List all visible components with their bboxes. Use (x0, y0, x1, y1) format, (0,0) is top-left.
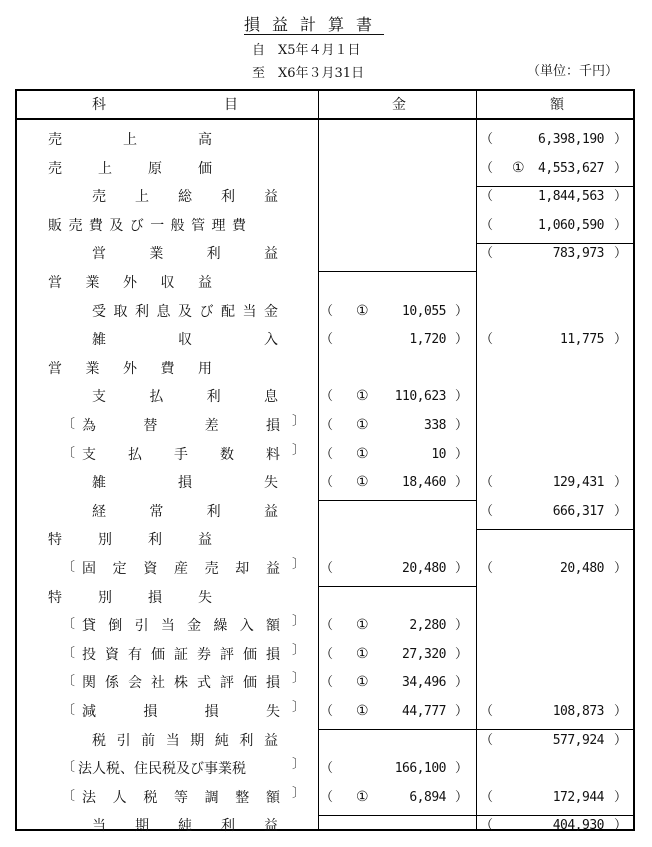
row-label (82, 648, 280, 662)
row-label-char: 損 (266, 675, 280, 691)
row-label-char: 売 (48, 161, 62, 177)
inner-paren-close: ） (455, 389, 469, 404)
row-label-char: 上 (135, 189, 149, 205)
row-label-char: 評 (220, 647, 234, 663)
outer-paren-open: （ (480, 132, 494, 147)
inner-total-rule (318, 271, 476, 272)
amount-total-rule (476, 729, 635, 730)
row-label (82, 676, 280, 690)
row-label-char: 券 (197, 647, 211, 663)
row-label-char: 引 (134, 618, 149, 634)
row-label-char: 引 (116, 733, 131, 749)
row-label-char: 特 (48, 590, 62, 606)
row-label-char: 営 (92, 246, 106, 262)
row-label-char: 益 (263, 246, 278, 262)
row-label-char: 及 (176, 761, 190, 777)
row-label (82, 791, 280, 805)
row-label-char: 払 (149, 389, 164, 405)
outer-paren-close: ） (614, 790, 628, 805)
amount-total-rule (476, 815, 635, 816)
row-label-char: 利 (135, 304, 149, 320)
row-label-char: 社 (151, 675, 165, 691)
row-label-char: 理 (211, 218, 226, 234)
row-label-char: 損 (148, 590, 162, 606)
row-label-char: 販 (48, 218, 62, 234)
row-label-char: 期 (190, 733, 205, 749)
row-label-char: 業 (149, 246, 164, 262)
row-label-char: 営 (48, 275, 62, 291)
row-label-char: 株 (174, 675, 188, 691)
inner-amount: 166,100 (394, 761, 446, 776)
inner-paren-close: ） (455, 704, 469, 719)
row-label-char: 雑 (92, 475, 106, 491)
row-label-char: 利 (206, 246, 221, 262)
row-label-char: 産 (173, 561, 188, 577)
row-label-char: 収 (178, 332, 192, 348)
row-label-char: 経 (92, 504, 106, 520)
outer-paren-close: ） (614, 246, 628, 261)
row-label-char: 外 (123, 275, 137, 291)
inner-marker: ① (356, 474, 369, 490)
outer-amount: 404,930 (552, 818, 604, 833)
row-label-char: 利 (148, 532, 162, 548)
inner-paren-open: （ (320, 389, 334, 404)
row-label-char: 式 (197, 675, 211, 691)
statement-title: 損益計算書 (244, 15, 385, 34)
row-label (48, 133, 212, 147)
row-label-char: 入 (239, 618, 254, 634)
inner-paren-open: （ (320, 304, 334, 319)
bracket-open: 〔 (62, 560, 76, 575)
outer-paren-close: ） (614, 733, 628, 748)
row-label-char: 費 (160, 361, 175, 377)
row-label-char: 税 (232, 761, 246, 777)
inner-amount: 44,777 (402, 704, 446, 719)
row-label-char: 費 (88, 218, 103, 234)
inner-total-rule (318, 500, 476, 501)
row-label-char: 及 (109, 218, 124, 234)
outer-amount: 577,924 (552, 733, 604, 748)
row-label-char: 利 (239, 733, 254, 749)
row-label-char: 外 (123, 361, 137, 377)
bracket-open: 〔 (62, 674, 76, 689)
outer-paren-open: （ (480, 332, 494, 347)
row-label (82, 562, 280, 576)
row-label-char: 資 (105, 647, 119, 663)
row-label (92, 476, 278, 490)
row-label-char: 価 (151, 647, 165, 663)
row-label-char: 上 (123, 132, 137, 148)
inner-paren-close: ） (455, 475, 469, 490)
row-label-char: 評 (220, 675, 234, 691)
row-label-char: 取 (113, 304, 128, 320)
outer-paren-open: （ (480, 704, 494, 719)
row-label-char: 常 (149, 504, 164, 520)
row-label-char: 失 (198, 590, 212, 606)
amount-total-rule (476, 529, 635, 530)
row-label-char: 価 (243, 675, 257, 691)
outer-amount: 6,398,190 (538, 132, 604, 147)
row-label (48, 162, 212, 176)
outer-paren-close: ） (614, 132, 628, 147)
row-label (92, 819, 278, 833)
row-label-char: 等 (173, 790, 188, 806)
outer-paren-close: ） (614, 161, 628, 176)
row-label-char: 上 (98, 161, 112, 177)
row-label-char: 関 (82, 675, 96, 691)
inner-paren-close: ） (455, 790, 469, 805)
outer-paren-open: （ (480, 475, 494, 490)
inner-marker: ① (356, 388, 369, 404)
inner-marker: ① (356, 617, 369, 633)
row-label-char: 事 (204, 761, 218, 777)
row-label-char: 整 (235, 790, 250, 806)
bracket-open: 〔 (62, 446, 76, 461)
outer-paren-open: （ (480, 189, 494, 204)
row-label-char: 一 (150, 218, 165, 234)
inner-paren-close: ） (455, 418, 469, 433)
row-label-char: 繰 (213, 618, 228, 634)
outer-amount: 666,317 (552, 504, 604, 519)
row-label-char: 業 (218, 761, 232, 777)
outer-paren-open: （ (480, 733, 494, 748)
period-to: 至 X6年３月31日 (252, 66, 365, 81)
outer-amount: 1,060,590 (538, 218, 604, 233)
row-label (92, 190, 278, 204)
row-label-char: 売 (204, 561, 219, 577)
row-label-char: 営 (48, 361, 62, 377)
inner-paren-close: ） (455, 304, 469, 319)
outer-paren-open: （ (480, 790, 494, 805)
row-label-char: 税 (106, 761, 120, 777)
row-label-char: 原 (148, 161, 162, 177)
row-label-char: 当 (160, 618, 175, 634)
header-amount-right: 額 (550, 97, 564, 113)
inner-paren-open: （ (320, 675, 334, 690)
row-label-char: 調 (204, 790, 219, 806)
row-label (92, 505, 278, 519)
outer-paren-open: （ (480, 818, 494, 833)
inner-marker: ① (356, 417, 369, 433)
row-label-char: 益 (265, 561, 280, 577)
row-label-char: 失 (265, 704, 280, 720)
row-label-char: 売 (48, 132, 62, 148)
inner-paren-open: （ (320, 475, 334, 490)
row-label (48, 362, 212, 376)
row-label-char: 、 (120, 761, 134, 777)
inner-amount: 10,055 (402, 304, 446, 319)
row-label-char: 利 (221, 818, 235, 834)
bracket-close: 〕 (292, 443, 306, 458)
bracket-open: 〔 (62, 617, 76, 632)
row-label-char: 倒 (108, 618, 123, 634)
row-label-char: 差 (204, 418, 219, 434)
row-label-char: 益 (198, 532, 212, 548)
inner-amount: 6,894 (409, 790, 446, 805)
outer-paren-close: ） (614, 189, 628, 204)
row-label-char: 資 (143, 561, 158, 577)
inner-paren-open: （ (320, 761, 334, 776)
row-label-char: 額 (265, 790, 280, 806)
inner-paren-open: （ (320, 618, 334, 633)
row-label-char: 法 (82, 790, 96, 806)
row-label-char: 税 (162, 761, 176, 777)
row-label-char: 失 (264, 475, 278, 491)
bracket-close: 〕 (292, 614, 306, 629)
row-label-char: 業 (85, 361, 100, 377)
row-label-char: 固 (82, 561, 96, 577)
row-label-char: 費 (231, 218, 246, 234)
inner-marker: ① (356, 646, 369, 662)
row-label-char: 売 (92, 189, 106, 205)
row-label-char: 配 (221, 304, 235, 320)
inner-paren-close: ） (455, 561, 469, 576)
outer-paren-close: ） (614, 818, 628, 833)
row-label-char: 別 (98, 532, 112, 548)
row-label-char: 息 (263, 389, 278, 405)
row-label-char: 般 (170, 218, 185, 234)
bracket-close: 〕 (292, 643, 306, 658)
outer-amount: 11,775 (560, 332, 604, 347)
outer-amount: 1,844,563 (538, 189, 604, 204)
row-label-char: 法 (78, 761, 92, 777)
row-label-char: 減 (82, 704, 96, 720)
row-label-char: 損 (204, 704, 219, 720)
row-label-char: 定 (112, 561, 127, 577)
row-label (82, 705, 280, 719)
inner-amount: 18,460 (402, 475, 446, 490)
bracket-close: 〕 (292, 786, 306, 801)
row-label-char: 金 (264, 304, 278, 320)
inner-paren-open: （ (320, 704, 334, 719)
inner-paren-open: （ (320, 790, 334, 805)
row-label-char: 損 (265, 418, 280, 434)
row-label (92, 305, 278, 319)
row-label-char: 高 (198, 132, 212, 148)
outer-paren-open: （ (480, 246, 494, 261)
row-label-char: 人 (112, 790, 127, 806)
row-label-char: 益 (264, 189, 278, 205)
inner-paren-close: ） (455, 618, 469, 633)
row-label-char: 雑 (92, 332, 106, 348)
row-label (82, 619, 280, 633)
row-label (48, 591, 212, 605)
outer-paren-close: ） (614, 561, 628, 576)
inner-paren-close: ） (455, 647, 469, 662)
outer-paren-close: ） (614, 218, 628, 233)
column-divider-label (318, 89, 319, 831)
row-label (78, 762, 290, 776)
bracket-close: 〕 (292, 700, 306, 715)
header-amount-left: 金 (392, 97, 406, 113)
bracket-close: 〕 (292, 671, 306, 686)
bracket-close: 〕 (292, 414, 306, 429)
row-label-char: 価 (198, 161, 212, 177)
inner-paren-open: （ (320, 447, 334, 462)
row-label-char: 収 (160, 275, 175, 291)
outer-amount: 20,480 (560, 561, 604, 576)
row-label-char: 総 (178, 189, 192, 205)
bracket-open: 〔 (62, 646, 76, 661)
inner-total-rule (318, 586, 476, 587)
outer-paren-open: （ (480, 161, 494, 176)
row-label-char: 息 (156, 304, 171, 320)
row-label-char: 却 (235, 561, 250, 577)
row-label-char: 支 (92, 389, 106, 405)
column-divider-header (476, 89, 477, 120)
outer-amount: 108,873 (552, 704, 604, 719)
row-label-char: 替 (143, 418, 158, 434)
row-label-char: 特 (48, 532, 62, 548)
row-label-char: 利 (206, 504, 221, 520)
inner-amount: 2,280 (409, 618, 446, 633)
inner-paren-close: ） (455, 447, 469, 462)
row-label-char: 利 (206, 389, 221, 405)
row-label-char: 貸 (82, 618, 96, 634)
amount-total-rule (476, 186, 635, 187)
inner-paren-close: ） (455, 675, 469, 690)
unit-label: （単位：千円） (527, 64, 619, 79)
row-label-char: 人 (92, 761, 106, 777)
inner-total-rule (318, 729, 476, 730)
row-label-char: び (129, 218, 144, 234)
row-label-char: 民 (148, 761, 162, 777)
bracket-open: 〔 (62, 760, 76, 775)
outer-paren-close: ） (614, 504, 628, 519)
row-label-char: 投 (82, 647, 96, 663)
row-label-char: 証 (174, 647, 188, 663)
outer-amount: 783,973 (552, 246, 604, 261)
inner-amount: 27,320 (402, 647, 446, 662)
row-label-char: 益 (198, 275, 212, 291)
row-label-char: 管 (191, 218, 206, 234)
outer-amount: 129,431 (552, 475, 604, 490)
bracket-open: 〔 (62, 703, 76, 718)
row-label-char: 益 (263, 733, 278, 749)
row-label-char: 支 (82, 447, 96, 463)
outer-paren-close: ） (614, 475, 628, 490)
bracket-close: 〕 (292, 557, 306, 572)
row-label-char: 価 (243, 647, 257, 663)
row-label-char: 用 (198, 361, 212, 377)
row-label (92, 247, 278, 261)
inner-amount: 338 (424, 418, 446, 433)
header-divider (15, 118, 635, 120)
row-label-char: び (199, 304, 214, 320)
row-label-char: 売 (68, 218, 83, 234)
row-label-char: 入 (264, 332, 278, 348)
inner-marker: ① (356, 789, 369, 805)
inner-paren-open: （ (320, 561, 334, 576)
amount-total-rule (476, 243, 635, 244)
row-label (92, 390, 278, 404)
row-label (82, 419, 280, 433)
outer-paren-close: ） (614, 332, 628, 347)
inner-paren-open: （ (320, 647, 334, 662)
inner-marker: ① (356, 703, 369, 719)
inner-paren-close: ） (455, 761, 469, 776)
outer-amount: 172,944 (552, 790, 604, 805)
row-label (82, 448, 280, 462)
row-label-char: 及 (178, 304, 192, 320)
inner-paren-close: ） (455, 332, 469, 347)
outer-paren-open: （ (480, 218, 494, 233)
bracket-open: 〔 (62, 417, 76, 432)
row-label-char: 益 (263, 504, 278, 520)
column-divider-amount (476, 119, 477, 831)
row-label-char: 税 (92, 733, 106, 749)
row-label-char: 当 (92, 818, 106, 834)
row-label-char: び (190, 761, 204, 777)
inner-amount: 110,623 (394, 389, 446, 404)
outer-paren-open: （ (480, 561, 494, 576)
row-label-char: 損 (266, 647, 280, 663)
row-label-char: 受 (92, 304, 106, 320)
row-label-char: 益 (264, 818, 278, 834)
row-label-char: 住 (134, 761, 148, 777)
outer-marker: ① (512, 160, 525, 176)
bracket-close: 〕 (292, 757, 306, 772)
row-label-char: 損 (178, 475, 192, 491)
row-label-char: 数 (220, 447, 234, 463)
inner-total-rule (318, 815, 476, 816)
row-label-char: 純 (214, 733, 229, 749)
inner-amount: 1,720 (409, 332, 446, 347)
row-label-char: 払 (128, 447, 142, 463)
inner-marker: ① (356, 674, 369, 690)
row-label-char: 係 (105, 675, 119, 691)
outer-paren-open: （ (480, 504, 494, 519)
row-label-char: 料 (266, 447, 280, 463)
inner-paren-open: （ (320, 418, 334, 433)
row-label (48, 219, 246, 233)
inner-marker: ① (356, 446, 369, 462)
row-label-char: 利 (221, 189, 235, 205)
row-label-char: 会 (128, 675, 142, 691)
row-label-char: 別 (98, 590, 112, 606)
row-label-char: 当 (165, 733, 180, 749)
header-item-right: 目 (224, 97, 238, 113)
row-label-char: 金 (187, 618, 202, 634)
row-label-char: 有 (128, 647, 142, 663)
row-label (48, 533, 212, 547)
row-label (48, 276, 212, 290)
row-label-char: 額 (265, 618, 280, 634)
inner-amount: 34,496 (402, 675, 446, 690)
inner-marker: ① (356, 303, 369, 319)
row-label-char: 税 (143, 790, 158, 806)
period-from: 自 X5年４月１日 (252, 43, 361, 58)
inner-amount: 20,480 (402, 561, 446, 576)
row-label-char: 前 (141, 733, 156, 749)
row-label (92, 333, 278, 347)
row-label-char: 為 (82, 418, 96, 434)
outer-paren-close: ） (614, 704, 628, 719)
inner-amount: 10 (431, 447, 446, 462)
row-label-char: 期 (135, 818, 149, 834)
row-label-char: 当 (242, 304, 257, 320)
row-label-char: 手 (174, 447, 188, 463)
header-item-left: 科 (92, 97, 106, 113)
row-label (92, 734, 278, 748)
row-label-char: 純 (178, 818, 192, 834)
bracket-open: 〔 (62, 789, 76, 804)
row-label-char: 損 (143, 704, 158, 720)
row-label-char: 業 (85, 275, 100, 291)
inner-paren-open: （ (320, 332, 334, 347)
outer-amount: 4,553,627 (538, 161, 604, 176)
